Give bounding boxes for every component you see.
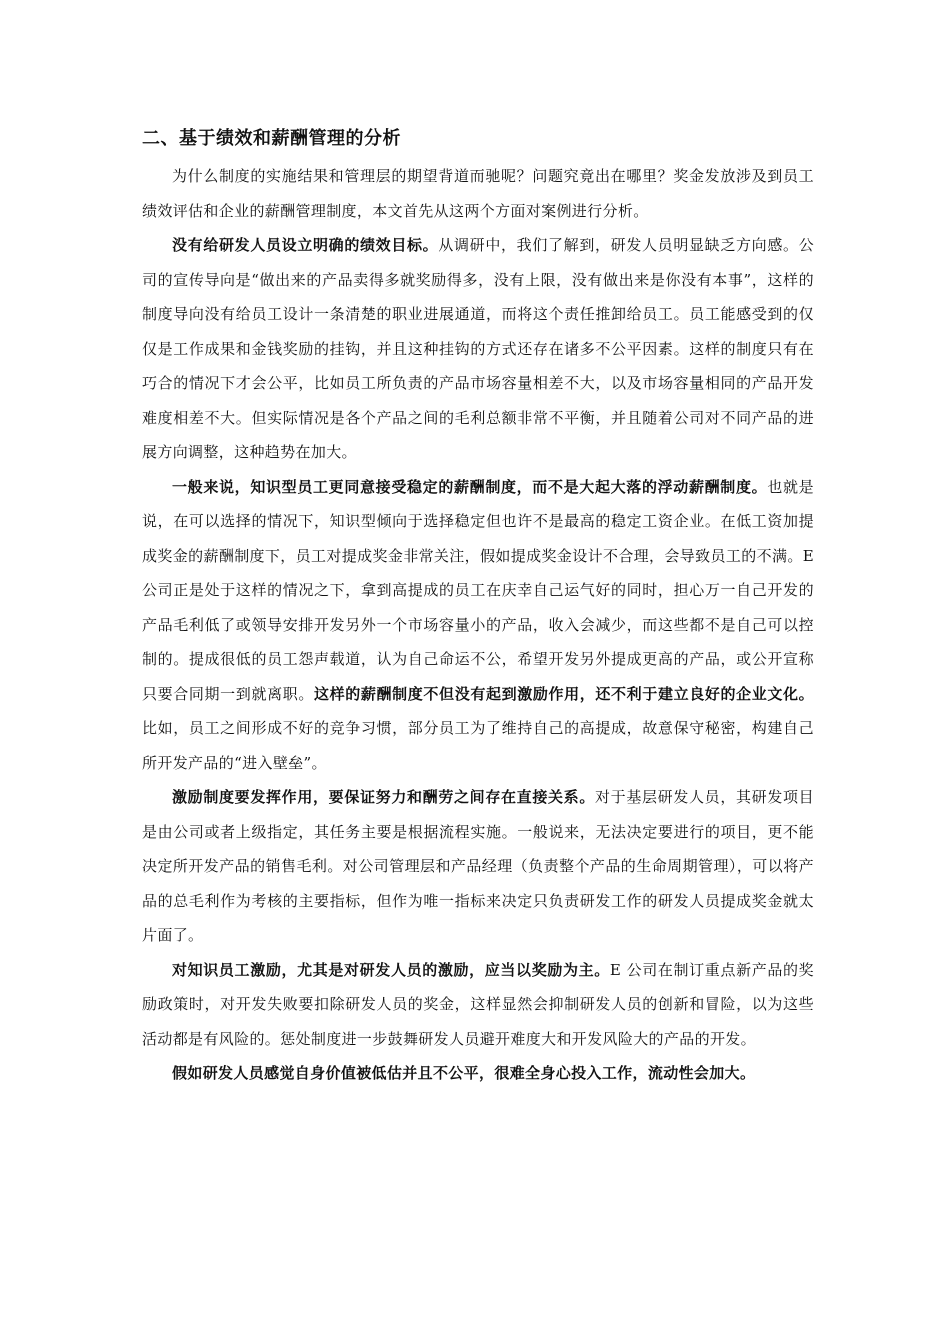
paragraph-4 (142, 780, 814, 953)
paragraph-3-bold-2: 这样的薪酬制度不但没有起到激励作用，还不利于建立良好的企业文化。 (313, 684, 814, 703)
paragraph-3 (142, 470, 814, 781)
paragraph-3-bold: 一般来说，知识型员工更同意接受稳定的薪酬制度，而不是大起大落的浮动薪酬制度。 (172, 477, 768, 496)
paragraph-2-bold: 没有给研发人员设立明确的绩效目标。 (172, 236, 439, 254)
paragraph-5-bold: 对知识员工激励，尤其是对研发人员的激励，应当以奖励为主。 (172, 960, 610, 979)
document-body (142, 159, 814, 1091)
paragraph-6 (142, 1056, 814, 1091)
paragraph-3-text: 也就是说，在可以选择的情况下，知识型倾向于选择稳定但也许不是最高的稳定工资企业。在低工资加提成奖金的薪酬制度下，员工对提成奖金非常关注，假如提成奖金设计不合理，会导致员工的不满。E 公司正是处于这样的情况之下，拿到高提成的员工在庆幸自己运气好的同时，担心万一自己开发的产品毛利低了或领导安排开发另外一个市场容量小的产品，收入会减少，而这些都不是自己可以控制的。提成很低的员工怨声载道，认为自己命运不公，希望开发另外提成更高的产品，或公开宣称只要合同期一到就离职。 (142, 477, 814, 703)
paragraph-4-bold: 激励制度要发挥作用，要保证努力和酬劳之间存在直接关系。 (172, 788, 595, 806)
paragraph-1-text: 为什么制度的实施结果和管理层的期望背道而驰呢？问题究竟出在哪里？奖金发放涉及到员工绩效评估和企业的薪酬管理制度，本文首先从这两个方面对案例进行分析。 (142, 167, 814, 220)
section-heading: 二、基于绩效和薪酬管理的分析 (142, 128, 401, 149)
paragraph-4-text: 对于基层研发人员，其研发项目是由公司或者上级指定，其任务主要是根据流程实施。一般说来，无法决定要进行的项目，更不能决定所开发产品的销售毛利。对公司管理层和产品经理（负责整个产品的生命周期管理），可以将产品的总毛利作为考核的主要指标，但作为唯一指标来决定只负责研发工作的研发人员提成奖金就太片面了。 (142, 788, 815, 944)
paragraph-6-bold: 假如研发人员感觉自身价值被低估并且不公平，很难全身心投入工作，流动性会加大。 (172, 1064, 756, 1082)
paragraph-3-text-2: 比如，员工之间形成不好的竞争习惯，部分员工为了维持自己的高提成，故意保守秘密，构建自己所开发产品的“进入壁垒”。 (142, 719, 814, 772)
paragraph-1 (142, 159, 814, 228)
paragraph-2-text: 从调研中，我们了解到，研发人员明显缺乏方向感。公司的宣传导向是“做出来的产品卖得多就奖励得多，没有上限，没有做出来是你没有本事”，这样的制度导向没有给员工设计一条清楚的职业进展通道，而将这个责任推卸给员工。员工能感受到的仅仅是工作成果和金钱奖励的挂钩，并且这种挂钩的方式还存在诸多不公平因素。这样的制度只有在巧合的情况下才会公平，比如员工所负责的产品市场容量相差不大，以及市场容量相同的产品开发难度相差不大。但实际情况是各个产品之间的毛利总额非常不平衡，并且随着公司对不同产品的进展方向调整，这种趋势在加大。 (142, 236, 814, 461)
paragraph-2 (142, 228, 814, 470)
paragraph-5 (142, 953, 814, 1057)
paragraph-5-text: E 公司在制订重点新产品的奖励政策时，对开发失败要扣除研发人员的奖金，这样显然会抑制研发人员的创新和冒险，以为这些活动都是有风险的。惩处制度进一步鼓舞研发人员避开难度大和开发风险大的产品的开发。 (142, 960, 814, 1048)
